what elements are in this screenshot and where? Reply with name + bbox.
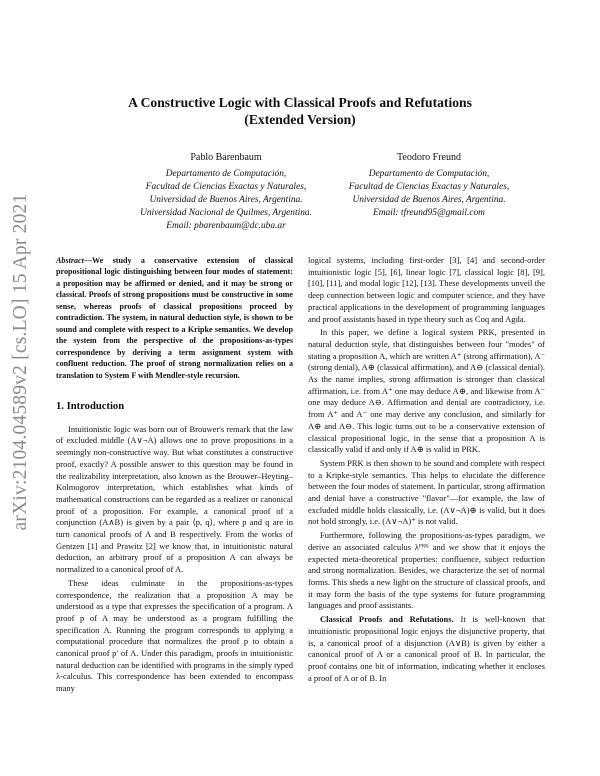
arxiv-stamp: arXiv:2104.04589v2 [cs.LO] 15 Apr 2021 bbox=[10, 193, 31, 531]
right-column bbox=[308, 255, 545, 686]
title-line-2: (Extended Version) bbox=[244, 112, 356, 127]
subsection-heading: Classical Proofs and Refutations. bbox=[320, 614, 454, 625]
affiliation-line: Universidad de Buenos Aires, Argentina. bbox=[352, 194, 506, 205]
author-email: Email: pbarenbaum@dc.uba.ar bbox=[166, 220, 286, 231]
paragraph: logical systems, including first-order [3], [4] and second-order intuitionistic logic [5], [6], linear logic [7], classical logic [8], [9], [10], [11], and modal logic [12], [13]. These developments unveil the deep connection between logic and computer science, and they have practical applications in the development of programming languages and proof assistants based in type theory such as Coq and Agda. bbox=[308, 255, 545, 324]
author-name: Teodoro Freund bbox=[396, 152, 461, 163]
affiliation-line: Departamento de Computación, bbox=[368, 168, 490, 179]
author-email: Email: tfreund95@gmail.com bbox=[373, 207, 485, 218]
affiliation-line: Facultad de Ciencias Exactas y Naturales, bbox=[145, 181, 307, 192]
paragraph: These ideas culminate in the propositions-as-types correspondence, the realization that a proposition A may be understood as a type that expresses the specification of a program. A proof p of A may be understood as a program fulfilling the specification A. Running the program corresponds to applying a computational procedure that normalizes the proof p to obtain a canonical proof p′ of A. Under this paradigm, proofs in intuitionistic natural deduction can be identified with programs in the simply typed λ-calculus. This correspondence has been extended to encompass many bbox=[56, 577, 293, 694]
paragraph bbox=[308, 614, 545, 684]
affiliation-line: Universidad Nacional de Quilmes, Argentina. bbox=[140, 207, 312, 218]
affiliation-line: Facultad de Ciencias Exactas y Naturales, bbox=[348, 181, 510, 192]
paragraph: System PRK is then shown to be sound and complete with respect to a Kripke-style semantics. This helps to elucidate the difference between the four modes of statement. In particular, strong affirmation and denial have a constructive "flavor"—for example, the law of excluded middle holds classically, i.e. (A∨¬A)⊕ is valid, but it does not hold strongly, i.e. (A∨¬A)⁺ is not valid. bbox=[308, 457, 545, 527]
section-heading: 1. Introduction bbox=[56, 400, 125, 412]
paragraph: In this paper, we define a logical system PRK, presented in natural deduction style, that distinguishes between four "modes" of stating a proposition A, which are written A⁺ (strong affirmation), A⁻ (strong denial), A⊕ (classical affirmation), and A⊖ (classical denial). As the name implies, strong affirmation is stronger than classical affirmation, i.e. from A⁺ one may deduce A⊕, and likewise from A⁻ one may deduce A⊖. Affirmation and denial are contradictory, i.e. from A⁺ and A⁻ one may derive any conclusion, and similarly for A⊕ and A⊖. This logic turns out to be a conservative extension of classical propositional logic, in the sense that a proposition A is classically valid if and only if A⊕ is valid in PRK. bbox=[308, 327, 545, 455]
author-block-2 bbox=[304, 152, 554, 220]
abstract bbox=[56, 255, 293, 381]
left-column bbox=[56, 255, 293, 697]
author-name: Pablo Barenbaum bbox=[190, 152, 262, 163]
paper-title bbox=[60, 94, 540, 128]
abstract-label: Abstract bbox=[56, 256, 84, 265]
abstract-body: —We study a conservative extension of classical propositional logic distinguishing between four modes of statement: a proposition may be affirmed or denied, and it may be strong or classical. Proofs of strong propositions must be constructive in some sense, whereas proofs of classical propositions proceed by contradiction. The system, in natural deduction style, is shown to be sound and complete with respect to a Kripke semantics. We develop the system from the perspective of the propositions-as-types correspondence by deriving a term assignment system with confluent reduction. The proof of strong normalization relies on a translation to System F with Mendler-style recursion. bbox=[56, 256, 293, 380]
affiliation-line: Universidad de Buenos Aires, Argentina. bbox=[149, 194, 303, 205]
title-line-1: A Constructive Logic with Classical Proofs and Refutations bbox=[128, 95, 472, 110]
subsection-text: It is well-known that intuitionistic propositional logic enjoys the disjunctive property, that is, a canonical proof of a disjunction (A∨B) is given by either a canonical proof of A or a canonical proof of B. In particular, the proof contains one bit of information, indicating whether it encloses a proof of A or of B. In bbox=[308, 614, 545, 683]
paragraph: Furthermore, following the propositions-as-types paradigm, we derive an associated calculus λᴾᴿᴷ and we show that it enjoys the expected meta-theoretical properties: confluence, subject reduction and strong normalization. Besides, we characterize the set of normal forms. This sheds a new light on the structure of classical proofs, and it may form the basis of the type systems for future programming languages and proof assistants. bbox=[308, 530, 545, 611]
paragraph: Intuitionistic logic was born out of Brouwer's remark that the law of excluded middle (A∨¬A) allows one to prove propositions in a seemingly non-constructive way. But what constitutes a constructive proof, exactly? A possible answer to this question may be found in the realizability interpretation, also known as the Brouwer–Heyting–Kolmogorov interpretation, which establishes what kinds of mathematical constructions can be regarded as a realizer or canonical proof of a proposition. For example, a canonical proof of a conjunction (A∧B) is given by a pair ⟨p, q⟩, where p and q are in turn canonical proofs of A and B respectively. From the works of Gentzen [1] and Prawitz [2] we know that, in intuitionistic natural deduction, an arbitrary proof of a proposition A can always be normalized to a canonical proof of A. bbox=[56, 423, 293, 575]
affiliation-line: Departamento de Computación, bbox=[165, 168, 287, 179]
